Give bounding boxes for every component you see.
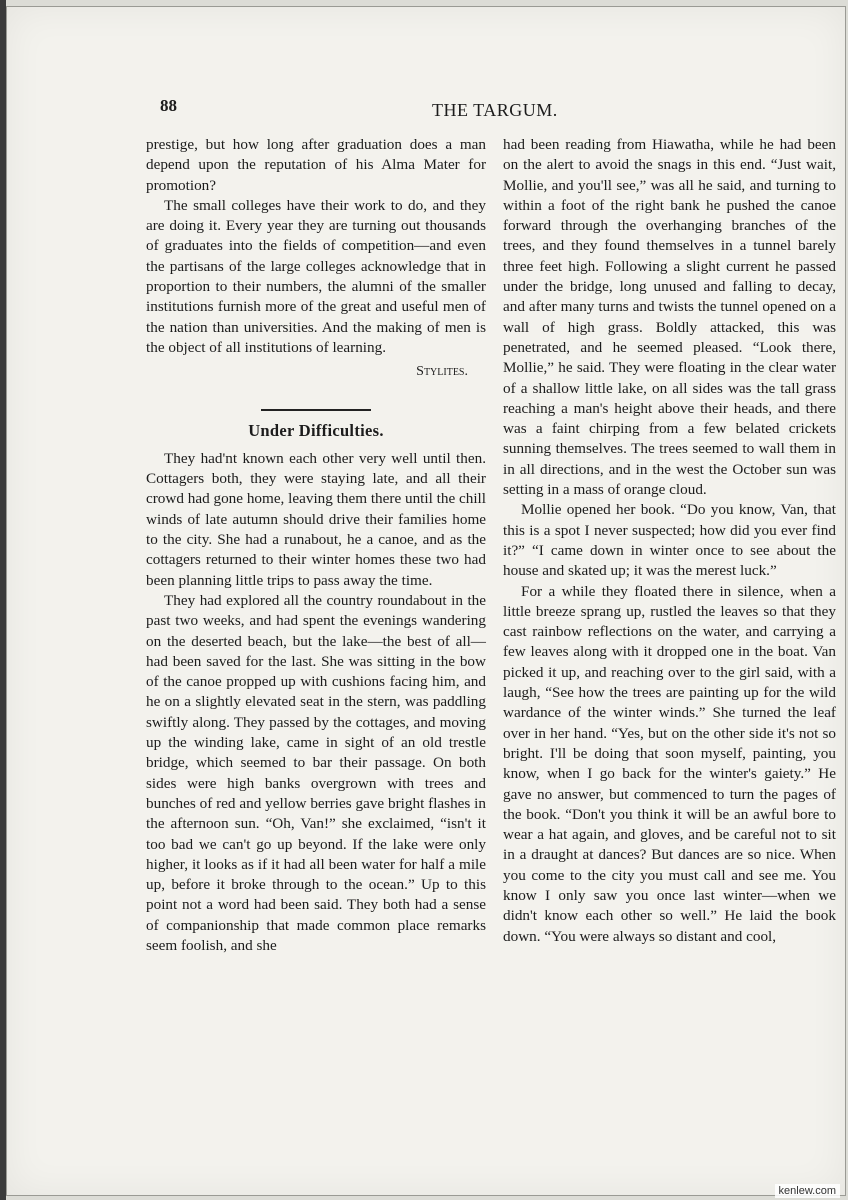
paragraph: They had explored all the country roundabout in the past two weeks, and had spent the evenings wandering on the deserted beach, but the lake—the best of all—had been saved for the last. She was sitting in the bow of the canoe propped up with cushions facing him, and he on a slightly elevated seat in the stern, was paddling swiftly along. They passed by the cottages, and moving up the winding lake, came in sight of an old trestle bridge, which seemed to bar their passage. On both sides were high banks overgrown with trees and bunches of red and yellow berries gave bright flashes in the afternoon sun. “Oh, Van!” she exclaimed, “isn't it too bad we can't go up beyond. If the lake were only higher, it looks as if it had all been water for half a mile up, before it broke through to the ocean.” Up to this point not a word had been said. They both had a sense of companionship that made common place remarks seem foolish, and she [146, 591, 486, 954]
story-title: Under Difficulties. [248, 420, 384, 440]
section-divider [261, 409, 371, 411]
right-column [503, 135, 836, 947]
page-number: 88 [160, 96, 177, 115]
left-column [146, 135, 486, 956]
paragraph: For a while they floated there in silence, when a little breeze sprang up, rustled the leaves so that they cast rainbow reflections on the water, and carrying a few leaves along with it dropped one in the boat. Van picked it up, and reaching over to the girl said, with a laugh, “See how the trees are painting up for the wild wardance of the winter winds.” She turned the leaf over in her hand. “Yes, but on the other side it's not so bright. I'll be doing that soon myself, painting, you know, when I go back for the winter's gaiety.” He gave no answer, but commenced to turn the pages of the book. “Don't you think it will be an awful bore to wear a hat again, and gloves, and be careful not to sit in a draught at dances? But dances are so nice. When you come to the city you must call and see me. You know I only saw you once last winter—when we didn't know each other so well.” He laid the book down. “You were always so distant and cool, [503, 582, 836, 945]
paragraph: The small colleges have their work to do, and they are doing it. Every year they are turning out thousands of graduates into the fields of competition—and even the partisans of the large colleges acknowledge that in proportion to their numbers, the alumni of the smaller institutions furnish more of the great and useful men of the nation than universities. And the making of men is the object of all institutions of learning. [146, 196, 486, 356]
running-title: THE TARGUM. [432, 100, 558, 120]
paragraph: Mollie opened her book. “Do you know, Van, that this is a spot I never suspected; how did you ever find it?” “I came down in winter once to see about the house and skated up; it was the merest luck.” [503, 501, 836, 580]
paragraph: prestige, but how long after graduation does a man depend upon the reputation of his Alma Mater for promotion? [146, 136, 486, 194]
watermark: kenlew.com [775, 1184, 840, 1198]
author-signature: Stylites. [416, 364, 468, 380]
paragraph: had been reading from Hiawatha, while he had been on the alert to avoid the snags in this end. “Just wait, Mollie, and you'll see,” was all he said, and turning to within a foot of the right bank he pushed the canoe forward through the overhanging branches of the trees, and they found themselves in a tunnel barely three feet high. Following a slight current he passed under the bridge, long unused and falling to decay, and after many turns and twists the tunnel opened on a wall of high grass. Boldly attacked, this was penetrated, and he seemed pleased. “Look there, Mollie,” he said. They were floating in the clear water of a shallow little lake, on all sides was the tall grass reaching a man's height above their heads, and there was a faint chirping from a few belated crickets sunning themselves. The trees seemed to wall them in in all directions, and in the west the October sun was setting in a mass of orange cloud. [503, 136, 836, 499]
paragraph: They had'nt known each other very well until then. Cottagers both, they were staying late, and all their crowd had gone home, leaving them there until the chill winds of late autumn should drive their families home to the city. She had a runabout, he a canoe, and as the cottagers returned to their winter homes these two had been planning little trips to pass away the time. [146, 449, 486, 589]
